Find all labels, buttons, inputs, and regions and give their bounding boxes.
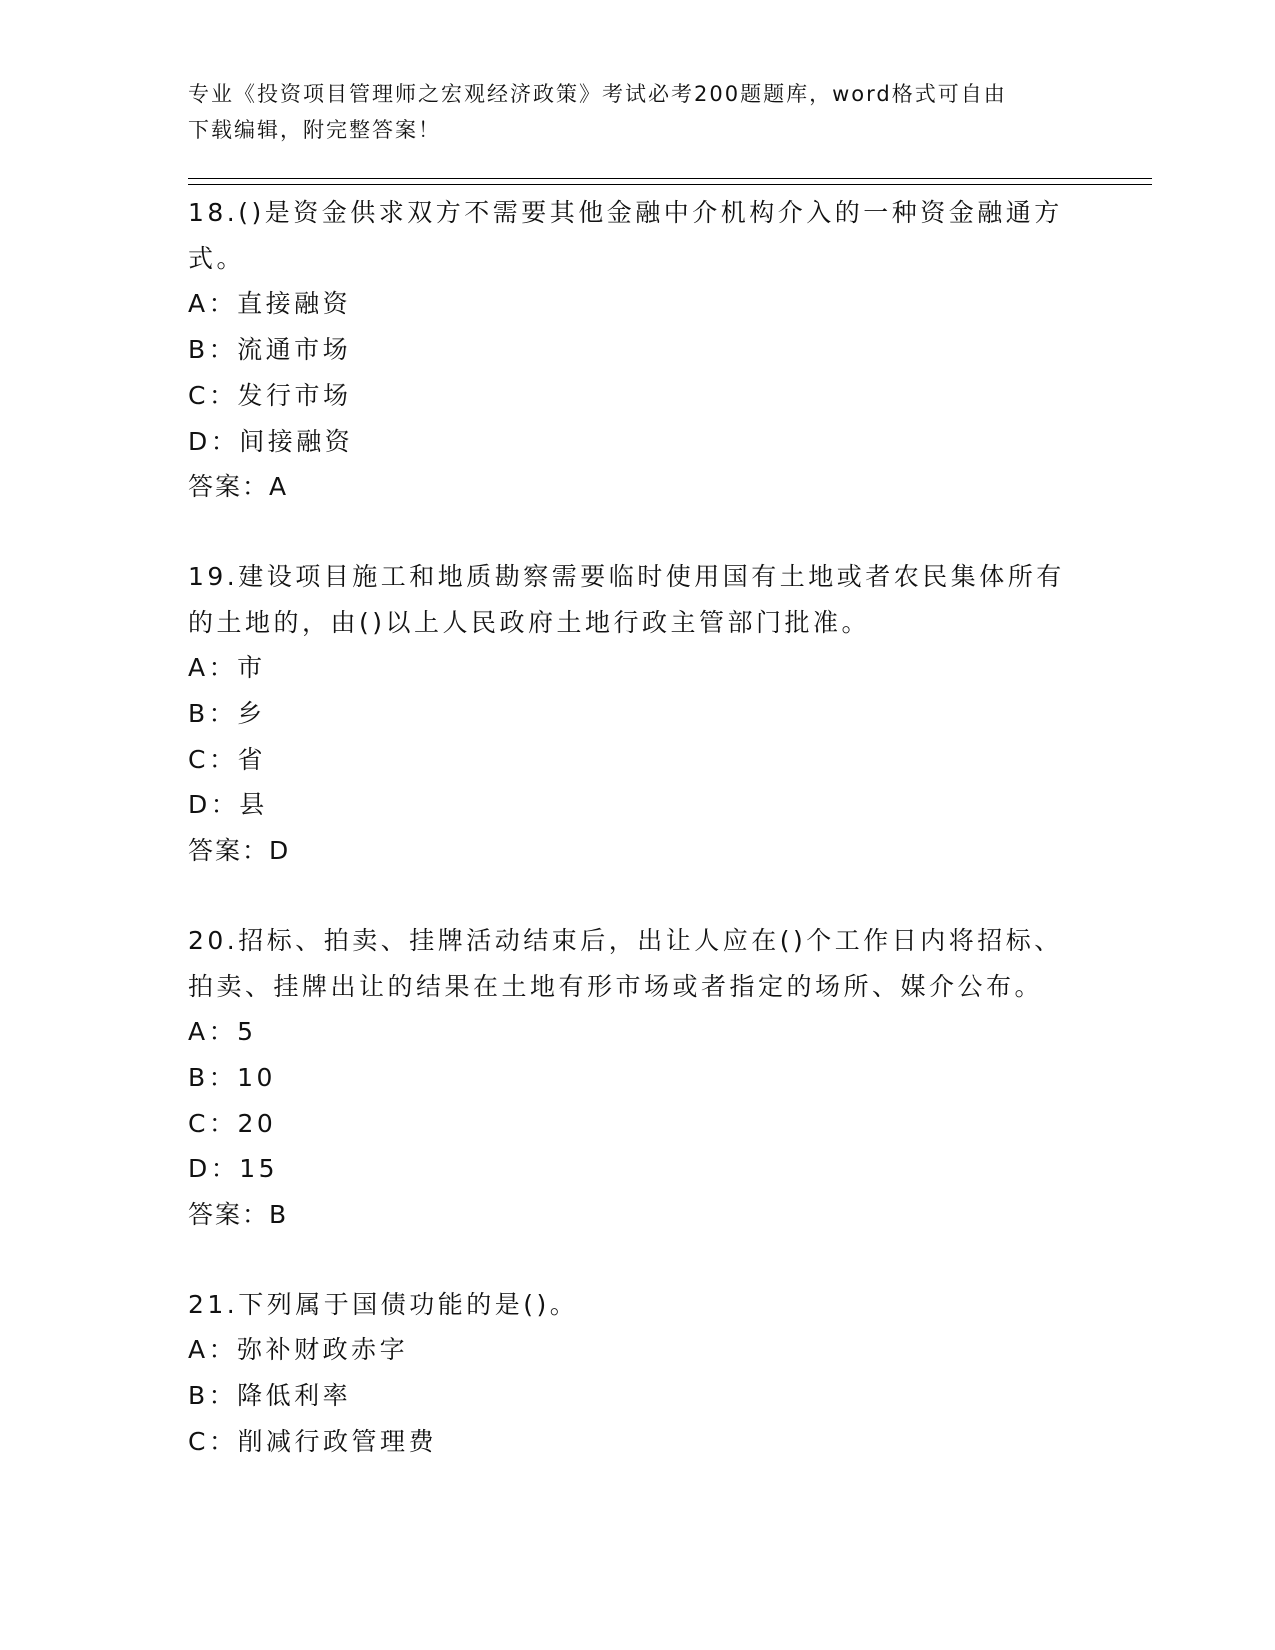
option-b: B：流通市场 (188, 335, 352, 365)
option-d: D：县 (188, 790, 268, 820)
option-b: B：10 (188, 1062, 276, 1092)
question-stem: 21.下列属于国债功能的是()。 (188, 1289, 579, 1319)
option-b: B：乡 (188, 699, 266, 729)
header-divider-top (188, 178, 1152, 179)
answer: 答案：D (188, 836, 291, 866)
question-stem-continued: 式。 (188, 243, 246, 273)
option-a: A：5 (188, 1017, 257, 1047)
option-a: A：直接融资 (188, 289, 352, 319)
option-b: B：降低利率 (188, 1381, 352, 1411)
option-c: C：省 (188, 744, 266, 774)
question-20 (188, 918, 1088, 1238)
option-d: D：15 (188, 1154, 279, 1184)
question-21 (188, 1282, 1088, 1465)
question-19 (188, 554, 1088, 874)
option-d: D：间接融资 (188, 426, 354, 456)
option-c: C：削减行政管理费 (188, 1426, 437, 1456)
question-list (188, 190, 1088, 1509)
option-c: C：发行市场 (188, 380, 352, 410)
header-line-2: 下载编辑，附完整答案！ (188, 118, 441, 142)
option-a: A：市 (188, 653, 266, 683)
question-stem-continued: 的土地的，由()以上人民政府土地行政主管部门批准。 (188, 607, 871, 637)
answer: 答案：A (188, 472, 289, 502)
question-stem-continued: 拍卖、挂牌出让的结果在土地有形市场或者指定的场所、媒介公布。 (188, 971, 1044, 1001)
option-a: A：弥补财政赤字 (188, 1335, 409, 1365)
document-header (188, 76, 1068, 148)
header-divider-bottom (188, 184, 1152, 185)
option-c: C：20 (188, 1108, 277, 1138)
header-line-1: 专业《投资项目管理师之宏观经济政策》考试必考200题题库，word格式可自由 (188, 82, 1007, 106)
answer: 答案：B (188, 1200, 289, 1230)
question-stem: 19.建设项目施工和地质勘察需要临时使用国有土地或者农民集体所有 (188, 561, 1065, 591)
question-stem: 18.()是资金供求双方不需要其他金融中介机构介入的一种资金融通方 (188, 198, 1063, 227)
question-stem: 20.招标、拍卖、挂牌活动结束后，出让人应在()个工作日内将招标、 (188, 925, 1063, 955)
question-18 (188, 190, 1088, 510)
